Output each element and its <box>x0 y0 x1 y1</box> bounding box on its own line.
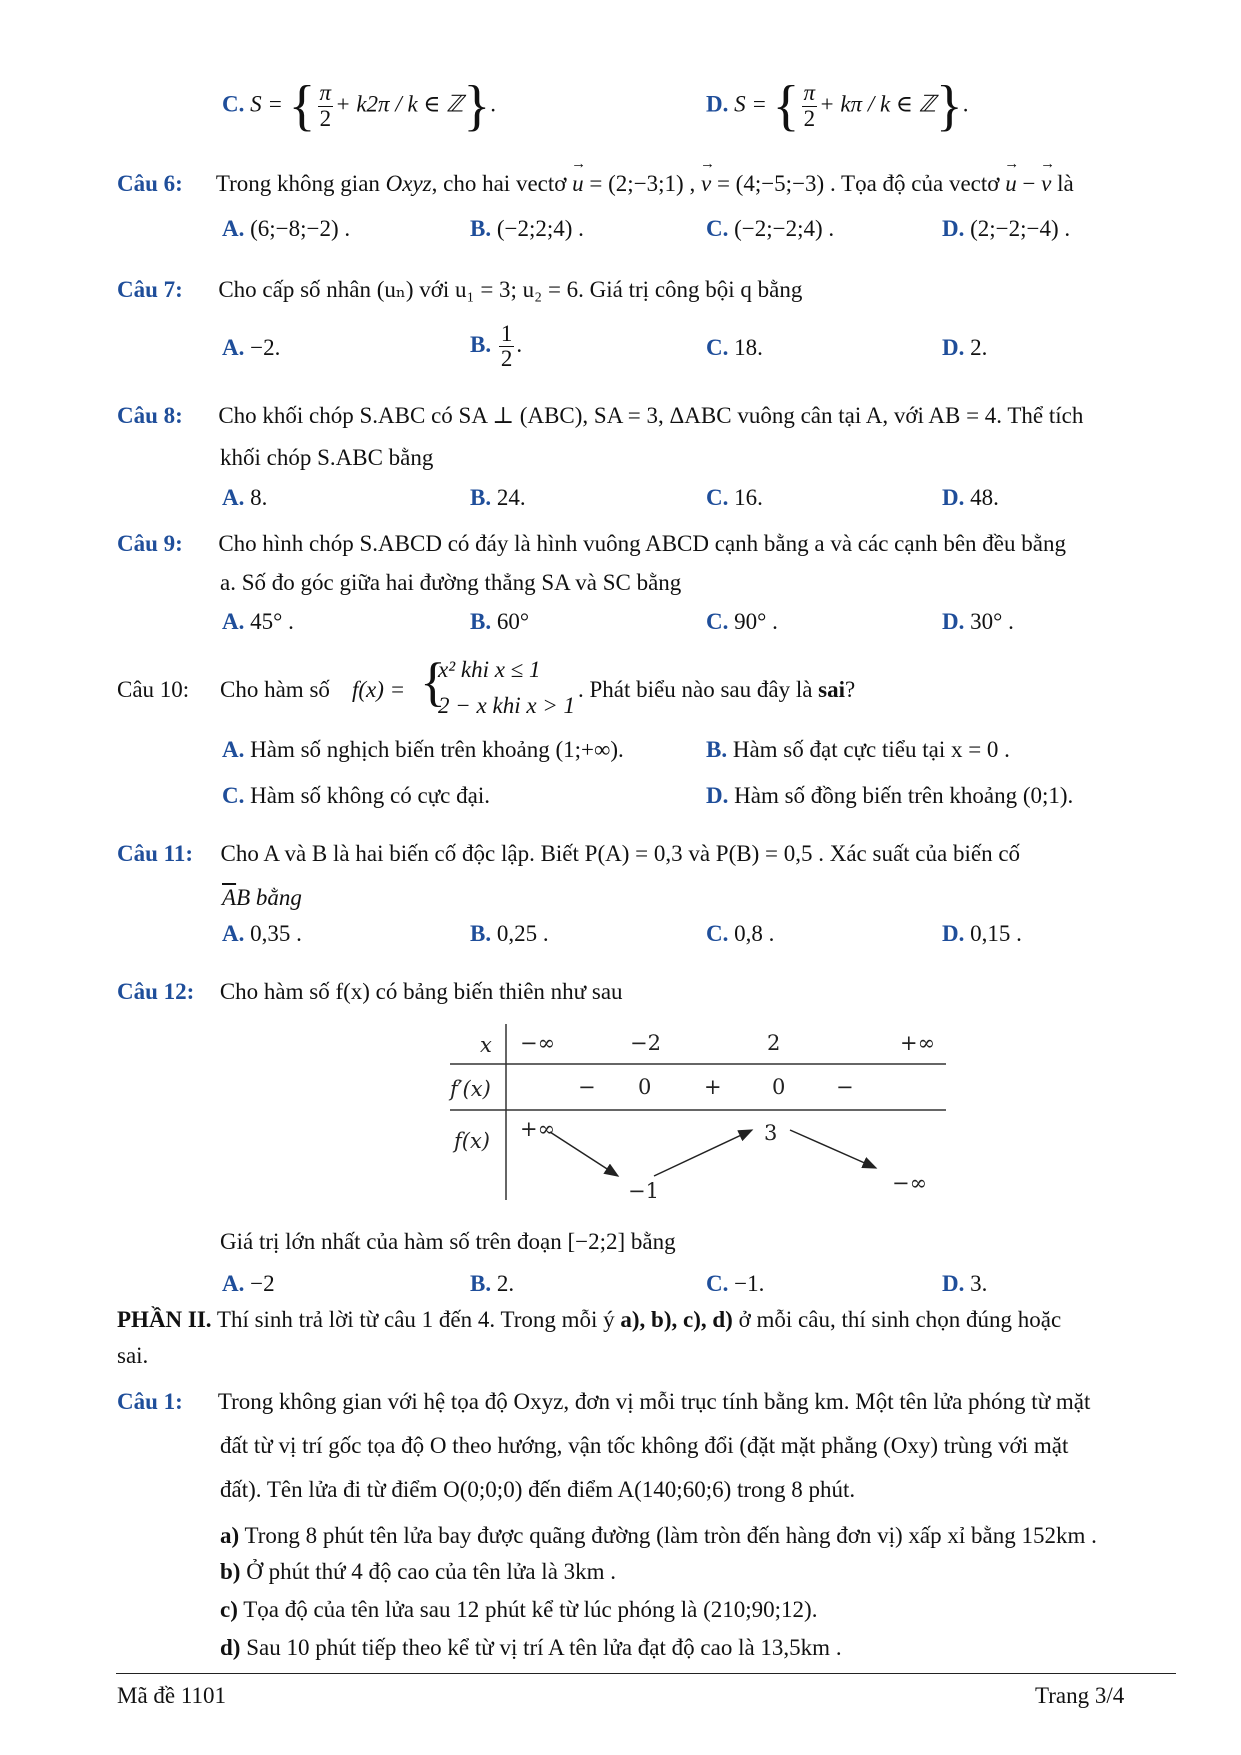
fraction: $\frac{\pi}{2}$ <box>319 80 332 131</box>
math: S = <box>734 91 767 117</box>
footer-divider <box>116 1673 1176 1674</box>
text: = (4;−5;−3) . Tọa độ của vectơ <box>716 171 1000 196</box>
question-label: Câu 7: <box>117 277 183 302</box>
vector-u: → u <box>572 170 584 198</box>
q9-option-d: D. 30° . <box>942 609 1014 634</box>
q12-option-d: D. 3. <box>942 1271 988 1296</box>
text: Trong không gian <box>215 171 380 196</box>
arrow-up <box>654 1130 752 1176</box>
p2q1-item-c: c) Tọa độ của tên lửa sau 12 phút kể từ lúc phóng là (210;90;12). <box>220 1597 818 1622</box>
q7-option-a: A. −2. <box>222 335 281 360</box>
q6-stem <box>117 170 1074 198</box>
q9-option-a: A. 45° . <box>222 609 294 634</box>
q12-question: Giá trị lớn nhất của hàm số trên đoạn [−2;2] bằng <box>220 1229 676 1254</box>
part-title: PHẦN II. <box>117 1307 212 1332</box>
question-label: Câu 11: <box>117 841 194 866</box>
option-label: C. <box>222 91 245 117</box>
text: Cho khối chóp S.ABC có SA ⊥ (ABC), SA = 3, ΔABC vuông cân tại A, với AB = 4. Thể tích <box>218 403 1084 428</box>
f-value: 3 <box>764 1121 778 1145</box>
q9-stem-line1 <box>117 530 1066 558</box>
q11-option-a: A. 0,35 . <box>222 921 302 946</box>
piecewise-brace: { <box>420 652 446 712</box>
q6-option-d: D. (2;−2;−4) . <box>942 216 1071 241</box>
math: − <box>1022 171 1036 196</box>
p2q1-line3: đất). Tên lửa đi từ điểm O(0;0;0) đến điểm A(140;60;6) trong 8 phút. <box>220 1477 856 1502</box>
q10-option-a: A. Hàm số nghịch biến trên khoảng (1;+∞). <box>222 737 624 762</box>
text: Cho hàm số f(x) có bảng biến thiên như sau <box>219 979 623 1004</box>
q5-option-d <box>706 75 969 137</box>
q8-option-b: B. 24. <box>470 485 526 510</box>
q7-option-c: C. 18. <box>706 335 763 360</box>
footer-exam-code: Mã đề 1101 <box>117 1683 227 1708</box>
footer-page-number: Trang 3/4 <box>1035 1683 1125 1708</box>
x-value: −2 <box>630 1031 661 1055</box>
math: S = <box>250 91 283 117</box>
q11-option-d: D. 0,15 . <box>942 921 1022 946</box>
q10-option-b: B. Hàm số đạt cực tiểu tại x = 0 . <box>706 737 1010 762</box>
x-value: +∞ <box>900 1031 936 1055</box>
fp-zero: 0 <box>638 1075 652 1099</box>
fp-sign: − <box>836 1075 854 1099</box>
part2-heading: PHẦN II. Thí sinh trả lời từ câu 1 đến 4. Trong mỗi ý a), b), c), d) ở mỗi câu, thí sinh chọn đúng hoặc <box>117 1307 1062 1332</box>
f-value: −∞ <box>892 1171 928 1195</box>
q7-stem <box>117 276 802 304</box>
f-value: −1 <box>628 1179 659 1203</box>
q5-option-c <box>222 75 496 137</box>
p2q1-line1 <box>117 1388 1090 1416</box>
q12-stem <box>117 978 623 1006</box>
math: + kπ / k ∈ ℤ <box>819 91 936 117</box>
q6-option-c: C. (−2;−2;4) . <box>706 216 835 241</box>
q7-option-b: B. $\frac{1}{2}$ . <box>470 321 523 372</box>
punct: . <box>962 91 969 117</box>
vector-v: → v <box>1041 170 1051 198</box>
q8-stem-line1 <box>117 402 1083 430</box>
text: Cho A và B là hai biến cố độc lập. Biết P(A) = 0,3 và P(B) = 0,5 . Xác suất của biến cố <box>220 841 1021 866</box>
question-label: Câu 1: <box>117 1389 183 1414</box>
q8-option-c: C. 16. <box>706 485 763 510</box>
q8-option-a: A. 8. <box>222 485 268 510</box>
q10-text-pre: Cho hàm số <box>220 677 330 702</box>
fp-sign: − <box>578 1075 596 1099</box>
brace-right: } <box>463 75 491 137</box>
row-label-x: x <box>480 1033 492 1057</box>
q12-option-a: A. −2 <box>222 1271 275 1296</box>
option-label: D. <box>706 91 729 117</box>
q9-stem-line2: a. Số đo góc giữa hai đường thẳng SA và SC bằng <box>220 570 682 595</box>
arrow-down <box>790 1130 876 1168</box>
question-label: Câu 8: <box>117 403 183 428</box>
brace-right: } <box>935 75 963 137</box>
q12-option-b: B. 2. <box>470 1271 515 1296</box>
q10-case2: 2 − x khi x > 1 <box>438 693 576 718</box>
row-label-f: f(x) <box>454 1129 491 1153</box>
vector-v: → v <box>701 170 711 198</box>
q11-option-c: C. 0,8 . <box>706 921 775 946</box>
fraction: $\frac{1}{2}$ <box>500 321 513 372</box>
q7-option-d: D. 2. <box>942 335 988 360</box>
punct: . <box>490 91 496 117</box>
p2q1-line2: đất từ vị trí gốc tọa độ O theo hướng, vận tốc không đổi (đặt mặt phẳng (Oxy) trùng với mặt <box>220 1433 1069 1458</box>
p2q1-item-a: a) Trong 8 phút tên lửa bay được quãng đường (làm tròn đến hàng đơn vị) xấp xỉ bằng 152km . <box>220 1523 1097 1548</box>
q8-stem-line2: khối chóp S.ABC bằng <box>220 445 434 470</box>
q8-option-d: D. 48. <box>942 485 999 510</box>
math: Oxyz <box>385 171 432 196</box>
q6-option-a: A. (6;−8;−2) . <box>222 216 351 241</box>
q11-stem-line1 <box>117 840 1020 868</box>
q11-stem-line2: $\overline{A}B$ bằng <box>222 885 302 910</box>
math: = (2;−3;1) , <box>589 171 696 196</box>
question-label: Câu 9: <box>117 531 183 556</box>
text: , cho hai vectơ <box>431 171 567 196</box>
brace-left: { <box>288 75 316 137</box>
math: + k2π / k ∈ ℤ <box>335 91 464 117</box>
f-value: +∞ <box>520 1117 556 1141</box>
q12-option-c: C. −1. <box>706 1271 765 1296</box>
question-label: Câu 6: <box>117 171 183 196</box>
q10-text-post: . Phát biểu nào sau đây là sai? <box>578 677 856 702</box>
q9-option-b: B. 60° <box>470 609 530 634</box>
x-value: −∞ <box>520 1031 556 1055</box>
question-label: Câu 12: <box>117 979 195 1004</box>
q10-option-d: D. Hàm số đồng biến trên khoảng (0;1). <box>706 783 1074 808</box>
text: là <box>1057 171 1074 196</box>
text: Cho hình chóp S.ABCD có đáy là hình vuông ABCD cạnh bằng a và các cạnh bên đều bằng <box>218 531 1066 556</box>
brace-left: { <box>772 75 800 137</box>
q6-option-b: B. (−2;2;4) . <box>470 216 584 241</box>
text: Trong không gian với hệ tọa độ Oxyz, đơn vị mỗi trục tính bằng km. Một tên lửa phóng từ mặt <box>217 1389 1091 1414</box>
p2q1-item-b: b) Ở phút thứ 4 độ cao của tên lửa là 3km . <box>220 1559 617 1584</box>
row-label-fp: f′(x) <box>450 1077 491 1101</box>
q10-option-c: C. Hàm số không có cực đại. <box>222 783 490 808</box>
fraction: $\frac{\pi}{2}$ <box>803 80 816 131</box>
fp-zero: 0 <box>772 1075 786 1099</box>
arrow-down <box>550 1132 618 1176</box>
part2-heading-line2: sai. <box>117 1343 149 1368</box>
p2q1-item-d: d) Sau 10 phút tiếp theo kể từ vị trí A tên lửa đạt độ cao là 13,5km . <box>220 1635 842 1660</box>
fp-sign: + <box>704 1075 722 1099</box>
variation-table <box>440 1022 960 1214</box>
vector-u: → u <box>1005 170 1017 198</box>
q10-fx: f(x) = <box>352 677 406 702</box>
x-value: 2 <box>767 1031 781 1055</box>
q11-option-b: B. 0,25 . <box>470 921 549 946</box>
q10-label: Câu 10: <box>117 677 190 702</box>
text: Cho cấp số nhân (uₙ) với u₁ = 3; u₂ = 6. Giá trị công bội q bằng <box>218 277 803 302</box>
q10-case1: x² khi x ≤ 1 <box>438 657 541 682</box>
q9-option-c: C. 90° . <box>706 609 778 634</box>
